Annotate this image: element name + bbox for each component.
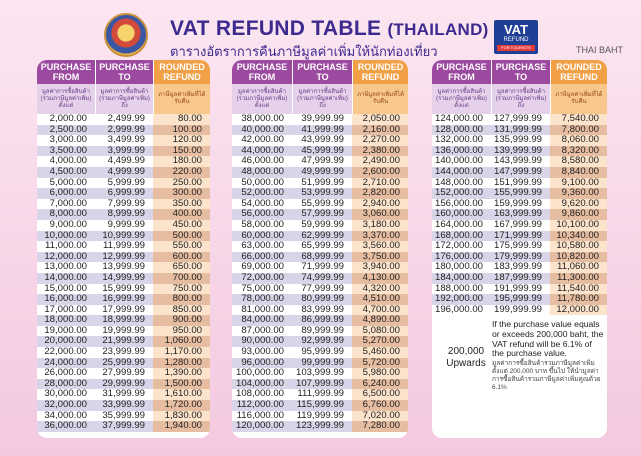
cell-purchase-from: 58,000.00	[241, 218, 284, 230]
cell-purchase-to: 119,999.99	[296, 409, 344, 421]
upwards-note-th: มูลค่าการซื้อสินค้ารวมภาษีมูลค่าเพิ่มตั้งแต่ 200,000 บาท ขึ้นไป ให้นำมูลค่าการซื้อสินค้ารวมภาษีมูลค่าเพิ่มคูณด้วย 6.1%	[492, 360, 601, 392]
cell-rounded-refund: 11,060.00	[550, 262, 607, 273]
cell-purchase-from: 81,000.00	[241, 303, 284, 315]
cell-purchase-from: 93,000.00	[241, 346, 284, 358]
cell-rounded-refund: 1,170.00	[153, 347, 210, 358]
cell-purchase-from: 44,000.00	[241, 144, 284, 156]
cell-purchase-to: 2,999.99	[107, 123, 145, 135]
cell-rounded-refund: 800.00	[153, 294, 210, 305]
cell-purchase-to: 199,999.99	[493, 303, 542, 315]
cell-rounded-refund: 11,300.00	[550, 273, 607, 284]
cell-rounded-refund: 4,130.00	[352, 273, 408, 284]
cell-purchase-from: 87,000.00	[241, 324, 284, 336]
cell-purchase-from: 2,500.00	[49, 123, 87, 135]
cell-rounded-refund: 1,060.00	[153, 336, 210, 347]
cell-rounded-refund: 9,620.00	[550, 199, 607, 210]
cell-rounded-refund: 80.00	[153, 114, 210, 125]
cell-purchase-from: 8,000.00	[49, 208, 87, 220]
cell-purchase-from: 30,000.00	[44, 388, 87, 400]
cell-purchase-to: 53,999.99	[301, 187, 344, 199]
cell-rounded-refund: 450.00	[153, 220, 210, 231]
cell-purchase-from: 6,000.00	[49, 187, 87, 199]
cell-purchase-to: 16,999.99	[102, 293, 145, 305]
upwards-note-en: If the purchase value equals or exceeds 200,000 baht, the VAT refund will be 6.1% of the purchase value.	[492, 319, 604, 359]
cell-purchase-to: 12,999.99	[102, 250, 145, 262]
cell-purchase-from: 180,000.00	[434, 261, 483, 273]
cell-purchase-to: 86,999.99	[301, 314, 344, 326]
cell-rounded-refund: 3,750.00	[352, 252, 408, 263]
cell-purchase-to: 65,999.99	[301, 240, 344, 252]
cell-purchase-from: 72,000.00	[241, 271, 284, 283]
cell-purchase-from: 20,000.00	[44, 335, 87, 347]
column-rounded-refund: ROUNDED REFUND ภาษีมูลค่าเพิ่มที่ได้รับคืน	[352, 60, 408, 114]
cell-rounded-refund: 3,560.00	[352, 241, 408, 252]
cell-purchase-to: 3,999.99	[107, 144, 145, 156]
cell-rounded-refund: 3,180.00	[352, 220, 408, 231]
cell-purchase-to: 74,999.99	[301, 271, 344, 283]
column-purchase-to: PURCHASE TO มูลค่าการซื้อสินค้า (รวมภาษีมูลค่าเพิ่ม) ถึง	[491, 60, 550, 114]
cell-purchase-from: 15,000.00	[44, 282, 87, 294]
badge-line3: FOR TOURISTS	[497, 45, 535, 51]
cell-purchase-to: 83,999.99	[301, 303, 344, 315]
cell-purchase-from: 19,000.00	[44, 324, 87, 336]
cell-purchase-from: 96,000.00	[241, 356, 284, 368]
cell-purchase-to: 103,999.99	[295, 367, 344, 379]
cell-rounded-refund: 2,270.00	[352, 135, 408, 146]
table-row	[232, 273, 408, 284]
cell-purchase-from: 160,000.00	[434, 208, 483, 220]
cell-rounded-refund: 180.00	[153, 156, 210, 167]
cell-purchase-from: 40,000.00	[241, 123, 284, 135]
page-subtitle-thai: ตารางอัตราการคืนภาษีมูลค่าเพิ่มให้นักท่องเที่ยว	[170, 44, 438, 59]
cell-rounded-refund: 1,830.00	[153, 411, 210, 422]
cell-purchase-from: 12,000.00	[44, 250, 87, 262]
cell-purchase-to: 3,499.99	[107, 134, 145, 146]
cell-rounded-refund: 600.00	[153, 252, 210, 263]
cell-purchase-to: 55,999.99	[301, 197, 344, 209]
cell-rounded-refund: 3,370.00	[352, 231, 408, 242]
cell-purchase-to: 7,999.99	[107, 197, 145, 209]
cell-rounded-refund: 250.00	[153, 178, 210, 189]
badge-line2: REFUND	[503, 37, 529, 43]
cell-rounded-refund: 4,700.00	[352, 305, 408, 316]
vat-refund-badge-icon	[494, 20, 538, 54]
cell-rounded-refund: 4,890.00	[352, 315, 408, 326]
cell-purchase-from: 192,000.00	[434, 293, 483, 305]
cell-purchase-from: 144,000.00	[434, 165, 483, 177]
cell-rounded-refund: 1,940.00	[153, 421, 210, 432]
cell-purchase-to: 95,999.99	[301, 346, 344, 358]
cell-purchase-to: 151,999.99	[493, 176, 542, 188]
cell-rounded-refund: 750.00	[153, 284, 210, 295]
cell-purchase-to: 4,499.99	[107, 155, 145, 167]
cell-rounded-refund: 6,500.00	[352, 389, 408, 400]
cell-rounded-refund: 10,340.00	[550, 231, 607, 242]
cell-rounded-refund: 2,940.00	[352, 199, 408, 210]
cell-purchase-from: 66,000.00	[241, 250, 284, 262]
cell-purchase-to: 195,999.99	[493, 293, 542, 305]
cell-purchase-from: 108,000.00	[235, 388, 284, 400]
cell-purchase-to: 5,999.99	[107, 176, 145, 188]
page-title	[170, 17, 489, 41]
column-purchase-to: PURCHASE TO มูลค่าการซื้อสินค้า (รวมภาษีมูลค่าเพิ่ม) ถึง	[292, 60, 352, 114]
cell-rounded-refund: 2,490.00	[352, 156, 408, 167]
cell-purchase-to: 143,999.99	[493, 155, 542, 167]
cell-purchase-from: 10,000.00	[44, 229, 87, 241]
cell-rounded-refund: 5,460.00	[352, 347, 408, 358]
cell-purchase-from: 112,000.00	[236, 399, 284, 411]
cell-purchase-from: 38,000.00	[241, 113, 284, 124]
cell-purchase-to: 57,999.99	[301, 208, 344, 220]
table-header	[37, 60, 210, 114]
table-row	[37, 421, 210, 432]
cell-purchase-from: 4,500.00	[49, 165, 87, 177]
table-row	[37, 273, 210, 284]
cell-purchase-to: 25,999.99	[102, 356, 145, 368]
cell-rounded-refund: 400.00	[153, 209, 210, 220]
refund-table-1	[37, 60, 210, 438]
cell-purchase-from: 4,000.00	[49, 155, 87, 167]
cell-purchase-from: 78,000.00	[241, 293, 284, 305]
cell-purchase-to: 92,999.99	[301, 335, 344, 347]
table-row	[432, 305, 607, 316]
cell-purchase-from: 60,000.00	[241, 229, 284, 241]
cell-rounded-refund: 6,760.00	[352, 400, 408, 411]
cell-purchase-from: 90,000.00	[241, 335, 284, 347]
cell-purchase-to: 163,999.99	[493, 208, 542, 220]
cell-purchase-from: 128,000.00	[434, 123, 483, 135]
cell-purchase-to: 21,999.99	[102, 335, 145, 347]
table-header	[232, 60, 408, 114]
cell-purchase-to: 131,999.99	[493, 123, 542, 135]
table-row	[37, 114, 210, 125]
cell-purchase-from: 116,000.00	[236, 409, 284, 421]
cell-purchase-from: 63,000.00	[241, 240, 284, 252]
cell-rounded-refund: 5,270.00	[352, 336, 408, 347]
column-purchase-from: PURCHASE FROM มูลค่าการซื้อสินค้า (รวมภาษีมูลค่าเพิ่ม) ตั้งแต่	[37, 60, 95, 114]
cell-purchase-to: 115,999.99	[296, 399, 344, 411]
cell-purchase-to: 89,999.99	[301, 324, 344, 336]
table-row	[232, 220, 408, 231]
cell-purchase-from: 24,000.00	[44, 356, 87, 368]
cell-purchase-to: 4,999.99	[107, 165, 145, 177]
cell-purchase-from: 152,000.00	[434, 187, 483, 199]
cell-rounded-refund: 550.00	[153, 241, 210, 252]
cell-purchase-from: 184,000.00	[434, 271, 483, 283]
cell-purchase-from: 32,000.00	[44, 399, 87, 411]
cell-rounded-refund: 150.00	[153, 146, 210, 157]
cell-purchase-from: 100,000.00	[235, 367, 284, 379]
cell-purchase-to: 107,999.99	[295, 377, 344, 389]
cell-rounded-refund: 300.00	[153, 188, 210, 199]
cell-purchase-to: 29,999.99	[102, 377, 145, 389]
upwards-amount: 200,000	[447, 346, 485, 357]
cell-rounded-refund: 7,020.00	[352, 411, 408, 422]
badge-line1: VAT	[503, 22, 529, 37]
cell-purchase-from: 16,000.00	[44, 293, 87, 305]
table-rows	[37, 114, 210, 432]
table-row	[432, 273, 607, 284]
cell-purchase-to: 18,999.99	[102, 314, 145, 326]
cell-rounded-refund: 10,580.00	[550, 241, 607, 252]
column-purchase-to: PURCHASE TO มูลค่าการซื้อสินค้า (รวมภาษีมูลค่าเพิ่ม) ถึง	[95, 60, 153, 114]
cell-purchase-to: 15,999.99	[102, 282, 145, 294]
cell-purchase-to: 10,999.99	[102, 229, 145, 241]
revenue-department-logo-icon	[104, 13, 148, 57]
cell-purchase-to: 51,999.99	[301, 176, 344, 188]
cell-rounded-refund: 12,000.00	[550, 305, 607, 316]
cell-purchase-from: 3,500.00	[49, 144, 87, 156]
cell-purchase-to: 9,999.99	[107, 218, 145, 230]
cell-rounded-refund: 700.00	[153, 273, 210, 284]
cell-rounded-refund: 5,080.00	[352, 326, 408, 337]
cell-purchase-to: 171,999.99	[493, 229, 542, 241]
table-row	[232, 167, 408, 178]
cell-purchase-to: 41,999.99	[301, 123, 344, 135]
cell-rounded-refund: 8,320.00	[550, 146, 607, 157]
cell-purchase-to: 13,999.99	[102, 261, 145, 273]
cell-purchase-from: 11,000.00	[45, 240, 87, 252]
cell-rounded-refund: 350.00	[153, 199, 210, 210]
cell-purchase-from: 69,000.00	[241, 261, 284, 273]
cell-purchase-to: 39,999.99	[301, 113, 344, 124]
cell-purchase-to: 62,999.99	[301, 229, 344, 241]
cell-purchase-to: 147,999.99	[493, 165, 542, 177]
cell-purchase-to: 135,999.99	[493, 134, 542, 146]
cell-purchase-to: 77,999.99	[301, 282, 344, 294]
cell-purchase-to: 175,999.99	[493, 240, 542, 252]
cell-rounded-refund: 2,710.00	[352, 178, 408, 189]
cell-purchase-from: 54,000.00	[241, 197, 284, 209]
cell-purchase-to: 159,999.99	[493, 197, 542, 209]
upwards-threshold	[440, 346, 492, 370]
cell-rounded-refund: 10,820.00	[550, 252, 607, 263]
cell-purchase-to: 71,999.99	[301, 261, 344, 273]
cell-purchase-to: 68,999.99	[301, 250, 344, 262]
cell-rounded-refund: 100.00	[153, 125, 210, 136]
cell-purchase-from: 132,000.00	[434, 134, 483, 146]
refund-table-2	[232, 60, 408, 438]
cell-purchase-from: 104,000.00	[235, 377, 284, 389]
cell-purchase-to: 23,999.99	[102, 346, 145, 358]
cell-purchase-to: 27,999.99	[102, 367, 145, 379]
cell-purchase-from: 84,000.00	[241, 314, 284, 326]
cell-purchase-from: 2,000.00	[49, 113, 87, 124]
upwards-note	[492, 320, 604, 392]
cell-purchase-from: 9,000.00	[49, 218, 87, 230]
table-row	[432, 114, 607, 125]
cell-purchase-from: 164,000.00	[434, 218, 483, 230]
cell-purchase-from: 172,000.00	[434, 240, 483, 252]
cell-purchase-from: 42,000.00	[241, 134, 284, 146]
cell-purchase-to: 35,999.99	[102, 409, 145, 421]
cell-purchase-to: 155,999.99	[493, 187, 542, 199]
cell-purchase-to: 33,999.99	[102, 399, 145, 411]
header	[0, 0, 641, 60]
cell-purchase-to: 183,999.99	[493, 261, 542, 273]
cell-rounded-refund: 7,280.00	[352, 421, 408, 432]
table-row	[232, 114, 408, 125]
cell-rounded-refund: 8,840.00	[550, 167, 607, 178]
cell-purchase-to: 59,999.99	[301, 218, 344, 230]
cell-purchase-from: 36,000.00	[44, 420, 87, 432]
cell-purchase-from: 28,000.00	[44, 377, 87, 389]
cell-purchase-to: 99,999.99	[301, 356, 344, 368]
column-rounded-refund: ROUNDED REFUND ภาษีมูลค่าเพิ่มที่ได้รับคืน	[153, 60, 210, 114]
cell-rounded-refund: 850.00	[153, 305, 210, 316]
cell-rounded-refund: 9,360.00	[550, 188, 607, 199]
title-country: (THAILAND)	[387, 20, 489, 39]
cell-rounded-refund: 1,610.00	[153, 389, 210, 400]
cell-purchase-to: 43,999.99	[301, 134, 344, 146]
cell-purchase-from: 120,000.00	[235, 420, 284, 432]
cell-purchase-from: 17,000.00	[44, 303, 87, 315]
cell-purchase-to: 80,999.99	[301, 293, 344, 305]
cell-rounded-refund: 650.00	[153, 262, 210, 273]
cell-purchase-to: 8,999.99	[107, 208, 145, 220]
cell-rounded-refund: 900.00	[153, 315, 210, 326]
cell-purchase-from: 176,000.00	[434, 250, 483, 262]
cell-purchase-to: 2,499.99	[107, 113, 145, 124]
column-purchase-from: PURCHASE FROM มูลค่าการซื้อสินค้า (รวมภาษีมูลค่าเพิ่ม) ตั้งแต่	[232, 60, 292, 114]
cell-purchase-to: 14,999.99	[102, 271, 145, 283]
cell-rounded-refund: 11,780.00	[550, 294, 607, 305]
table-row	[432, 167, 607, 178]
cell-purchase-to: 11,999.99	[103, 240, 145, 252]
currency-label: THAI BAHT	[576, 45, 624, 55]
cell-rounded-refund: 8,580.00	[550, 156, 607, 167]
cell-purchase-from: 7,000.00	[49, 197, 87, 209]
cell-purchase-from: 13,000.00	[44, 261, 87, 273]
cell-purchase-to: 191,999.99	[493, 282, 542, 294]
cell-purchase-to: 47,999.99	[301, 155, 344, 167]
cell-purchase-to: 31,999.99	[102, 388, 145, 400]
cell-rounded-refund: 2,050.00	[352, 114, 408, 125]
cell-rounded-refund: 2,600.00	[352, 167, 408, 178]
cell-rounded-refund: 6,240.00	[352, 379, 408, 390]
cell-purchase-to: 127,999.99	[493, 113, 542, 124]
cell-rounded-refund: 1,500.00	[153, 379, 210, 390]
cell-rounded-refund: 3,060.00	[352, 209, 408, 220]
cell-rounded-refund: 10,100.00	[550, 220, 607, 231]
cell-rounded-refund: 1,390.00	[153, 368, 210, 379]
cell-rounded-refund: 7,800.00	[550, 125, 607, 136]
cell-purchase-to: 6,999.99	[107, 187, 145, 199]
cell-purchase-to: 139,999.99	[493, 144, 542, 156]
upwards-label: Upwards	[446, 358, 486, 369]
cell-purchase-from: 196,000.00	[434, 303, 483, 315]
cell-purchase-from: 148,000.00	[434, 176, 483, 188]
cell-purchase-from: 3,000.00	[49, 134, 87, 146]
cell-purchase-from: 188,000.00	[434, 282, 483, 294]
cell-rounded-refund: 5,980.00	[352, 368, 408, 379]
cell-rounded-refund: 8,060.00	[550, 135, 607, 146]
table-rows	[232, 114, 408, 432]
table-rows	[432, 114, 607, 315]
cell-rounded-refund: 220.00	[153, 167, 210, 178]
column-purchase-from: PURCHASE FROM มูลค่าการซื้อสินค้า (รวมภาษีมูลค่าเพิ่ม) ตั้งแต่	[432, 60, 491, 114]
cell-purchase-to: 187,999.99	[493, 271, 542, 283]
table-row	[37, 167, 210, 178]
cell-rounded-refund: 9,100.00	[550, 178, 607, 189]
cell-purchase-from: 22,000.00	[44, 346, 87, 358]
cell-rounded-refund: 1,720.00	[153, 400, 210, 411]
cell-rounded-refund: 9,860.00	[550, 209, 607, 220]
cell-rounded-refund: 2,160.00	[352, 125, 408, 136]
cell-rounded-refund: 120.00	[153, 135, 210, 146]
table-header	[432, 60, 607, 114]
cell-purchase-from: 18,000.00	[44, 314, 87, 326]
cell-purchase-from: 5,000.00	[49, 176, 87, 188]
cell-purchase-from: 50,000.00	[241, 176, 284, 188]
cell-purchase-from: 75,000.00	[241, 282, 284, 294]
cell-rounded-refund: 1,280.00	[153, 358, 210, 369]
cell-purchase-from: 136,000.00	[434, 144, 483, 156]
cell-purchase-from: 52,000.00	[241, 187, 284, 199]
cell-rounded-refund: 7,540.00	[550, 114, 607, 125]
cell-purchase-from: 34,000.00	[44, 409, 87, 421]
cell-rounded-refund: 2,820.00	[352, 188, 408, 199]
cell-purchase-from: 46,000.00	[241, 155, 284, 167]
cell-purchase-to: 19,999.99	[102, 324, 145, 336]
table-row	[232, 421, 408, 432]
refund-table-3	[432, 60, 607, 438]
cell-purchase-to: 37,999.99	[102, 420, 145, 432]
cell-purchase-from: 48,000.00	[241, 165, 284, 177]
cell-purchase-from: 56,000.00	[241, 208, 284, 220]
cell-rounded-refund: 3,940.00	[352, 262, 408, 273]
cell-purchase-to: 123,999.99	[295, 420, 344, 432]
cell-rounded-refund: 4,510.00	[352, 294, 408, 305]
cell-purchase-to: 167,999.99	[493, 218, 542, 230]
table-row	[432, 220, 607, 231]
cell-purchase-from: 168,000.00	[434, 229, 483, 241]
cell-purchase-to: 49,999.99	[301, 165, 344, 177]
cell-purchase-to: 17,999.99	[102, 303, 145, 315]
column-rounded-refund: ROUNDED REFUND ภาษีมูลค่าเพิ่มที่ได้รับคืน	[550, 60, 607, 114]
upwards-rule	[432, 316, 607, 438]
cell-purchase-to: 179,999.99	[493, 250, 542, 262]
cell-purchase-from: 14,000.00	[44, 271, 87, 283]
cell-purchase-to: 45,999.99	[301, 144, 344, 156]
cell-purchase-from: 124,000.00	[434, 113, 483, 124]
table-row	[37, 220, 210, 231]
cell-rounded-refund: 11,540.00	[550, 284, 607, 295]
cell-rounded-refund: 950.00	[153, 326, 210, 337]
cell-purchase-from: 156,000.00	[434, 197, 483, 209]
cell-purchase-from: 140,000.00	[434, 155, 483, 167]
cell-purchase-from: 26,000.00	[44, 367, 87, 379]
cell-purchase-to: 111,999.99	[297, 388, 344, 400]
cell-rounded-refund: 500.00	[153, 231, 210, 242]
title-main: VAT REFUND TABLE	[170, 17, 382, 40]
cell-rounded-refund: 5,720.00	[352, 358, 408, 369]
cell-rounded-refund: 2,380.00	[352, 146, 408, 157]
cell-rounded-refund: 4,320.00	[352, 284, 408, 295]
